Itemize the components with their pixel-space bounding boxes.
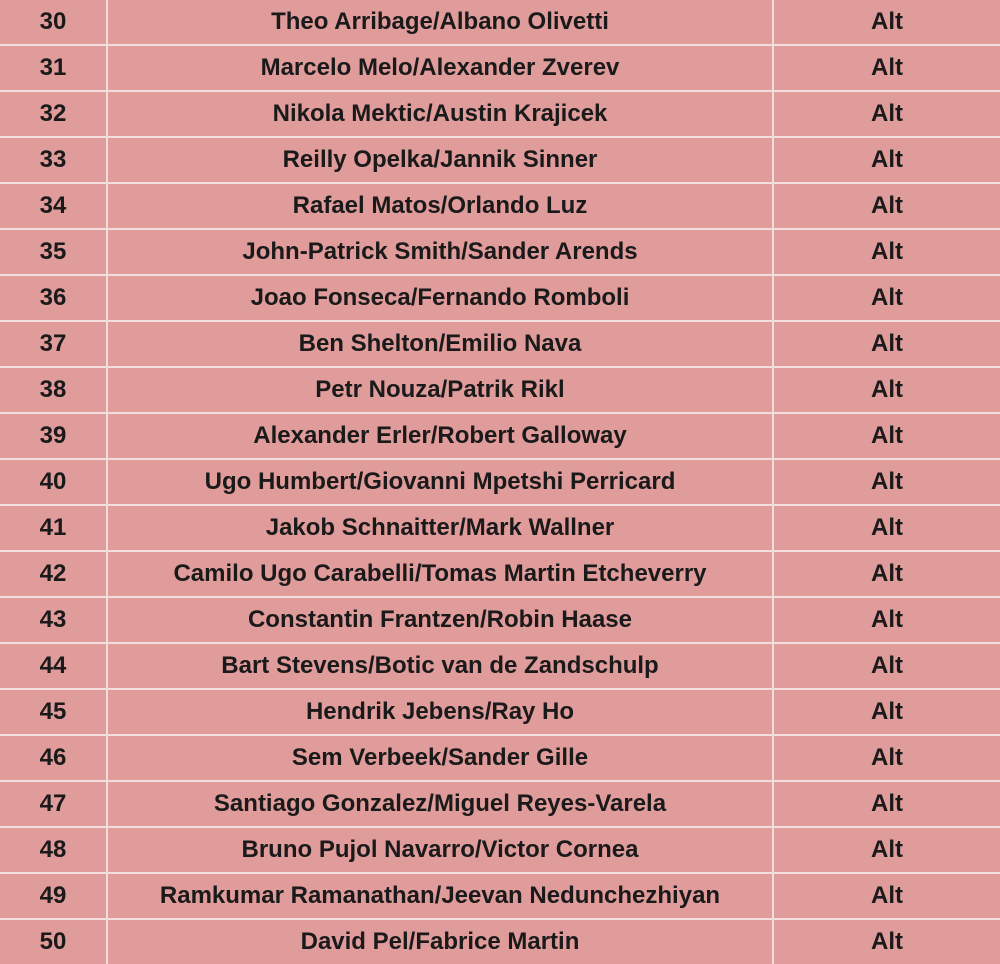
- team-name: Hendrik Jebens/Ray Ho: [107, 689, 773, 735]
- entry-status: Alt: [773, 137, 1000, 183]
- entry-status: Alt: [773, 45, 1000, 91]
- team-name: Marcelo Melo/Alexander Zverev: [107, 45, 773, 91]
- team-name: Constantin Frantzen/Robin Haase: [107, 597, 773, 643]
- team-name: Ugo Humbert/Giovanni Mpetshi Perricard: [107, 459, 773, 505]
- entry-status: Alt: [773, 735, 1000, 781]
- table-row: [0, 275, 1000, 321]
- row-number: 37: [0, 321, 107, 367]
- entry-status: Alt: [773, 321, 1000, 367]
- table-row: [0, 643, 1000, 689]
- team-name: Jakob Schnaitter/Mark Wallner: [107, 505, 773, 551]
- table-row: [0, 45, 1000, 91]
- table-row: [0, 137, 1000, 183]
- row-number: 39: [0, 413, 107, 459]
- entry-status: Alt: [773, 643, 1000, 689]
- team-name: Ramkumar Ramanathan/Jeevan Nedunchezhiyan: [107, 873, 773, 919]
- row-number: 49: [0, 873, 107, 919]
- row-number: 43: [0, 597, 107, 643]
- row-number: 30: [0, 0, 107, 45]
- team-name: Santiago Gonzalez/Miguel Reyes-Varela: [107, 781, 773, 827]
- table-row: [0, 873, 1000, 919]
- entry-status: Alt: [773, 229, 1000, 275]
- team-name: Rafael Matos/Orlando Luz: [107, 183, 773, 229]
- row-number: 32: [0, 91, 107, 137]
- table-row: [0, 551, 1000, 597]
- team-name: David Pel/Fabrice Martin: [107, 919, 773, 964]
- row-number: 42: [0, 551, 107, 597]
- row-number: 34: [0, 183, 107, 229]
- entry-status: Alt: [773, 597, 1000, 643]
- team-name: John-Patrick Smith/Sander Arends: [107, 229, 773, 275]
- entry-status: Alt: [773, 91, 1000, 137]
- team-name: Nikola Mektic/Austin Krajicek: [107, 91, 773, 137]
- table-row: [0, 367, 1000, 413]
- row-number: 33: [0, 137, 107, 183]
- row-number: 44: [0, 643, 107, 689]
- entry-status: Alt: [773, 781, 1000, 827]
- table-row: [0, 689, 1000, 735]
- table-row: [0, 597, 1000, 643]
- team-name: Camilo Ugo Carabelli/Tomas Martin Etcheverry: [107, 551, 773, 597]
- row-number: 40: [0, 459, 107, 505]
- table-row: [0, 919, 1000, 964]
- table-row: [0, 781, 1000, 827]
- team-name: Theo Arribage/Albano Olivetti: [107, 0, 773, 45]
- team-name: Reilly Opelka/Jannik Sinner: [107, 137, 773, 183]
- entry-status: Alt: [773, 413, 1000, 459]
- entry-status: Alt: [773, 505, 1000, 551]
- team-name: Ben Shelton/Emilio Nava: [107, 321, 773, 367]
- entry-status: Alt: [773, 689, 1000, 735]
- entry-status: Alt: [773, 459, 1000, 505]
- entry-status: Alt: [773, 275, 1000, 321]
- table-row: [0, 229, 1000, 275]
- table-row: [0, 183, 1000, 229]
- entry-status: Alt: [773, 0, 1000, 45]
- row-number: 36: [0, 275, 107, 321]
- entry-status: Alt: [773, 183, 1000, 229]
- team-name: Bruno Pujol Navarro/Victor Cornea: [107, 827, 773, 873]
- team-name: Alexander Erler/Robert Galloway: [107, 413, 773, 459]
- entry-status: Alt: [773, 919, 1000, 964]
- table-row: [0, 91, 1000, 137]
- entry-status: Alt: [773, 367, 1000, 413]
- team-name: Bart Stevens/Botic van de Zandschulp: [107, 643, 773, 689]
- row-number: 31: [0, 45, 107, 91]
- row-number: 50: [0, 919, 107, 964]
- team-name: Sem Verbeek/Sander Gille: [107, 735, 773, 781]
- table-row: [0, 735, 1000, 781]
- row-number: 45: [0, 689, 107, 735]
- row-number: 47: [0, 781, 107, 827]
- row-number: 46: [0, 735, 107, 781]
- entry-status: Alt: [773, 873, 1000, 919]
- table-row: [0, 413, 1000, 459]
- table-row: [0, 827, 1000, 873]
- table-row: [0, 459, 1000, 505]
- row-number: 48: [0, 827, 107, 873]
- table-row: [0, 505, 1000, 551]
- team-name: Joao Fonseca/Fernando Romboli: [107, 275, 773, 321]
- row-number: 35: [0, 229, 107, 275]
- table-row: [0, 0, 1000, 45]
- entry-status: Alt: [773, 827, 1000, 873]
- entry-status: Alt: [773, 551, 1000, 597]
- table-row: [0, 321, 1000, 367]
- team-name: Petr Nouza/Patrik Rikl: [107, 367, 773, 413]
- row-number: 38: [0, 367, 107, 413]
- row-number: 41: [0, 505, 107, 551]
